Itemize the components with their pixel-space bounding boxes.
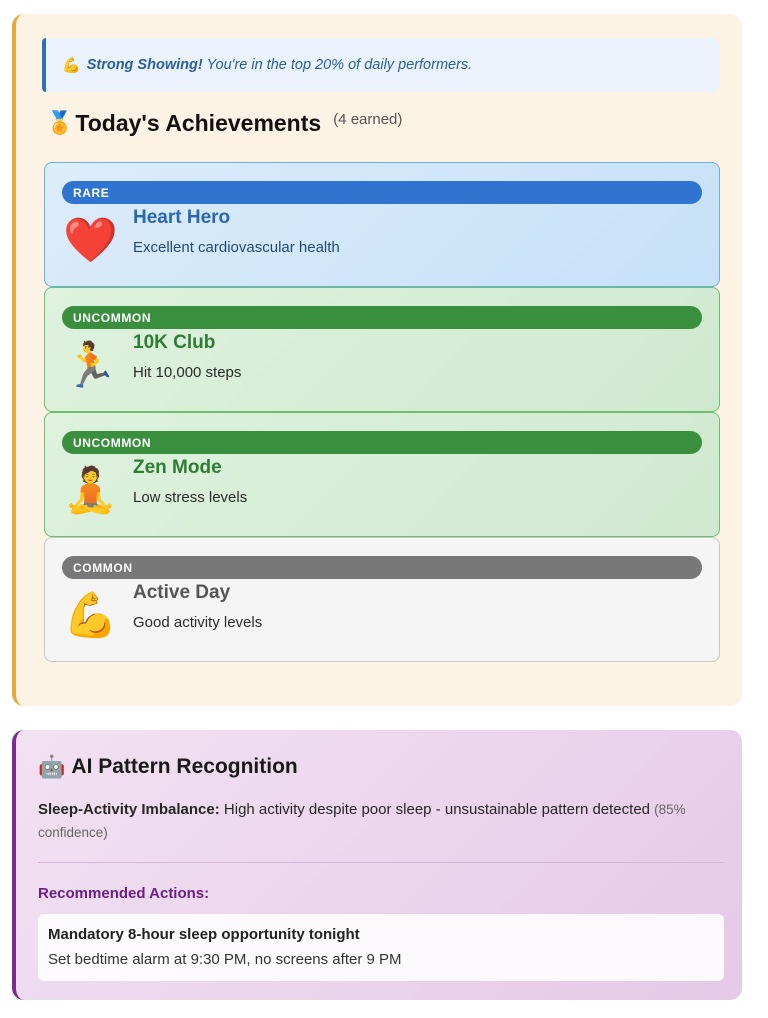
achievement-description: Good activity levels — [133, 614, 263, 631]
ai-header — [38, 754, 298, 780]
achievements-count: (4 earned) — [333, 110, 403, 128]
rarity-badge: RARE — [62, 181, 702, 204]
banner-text: You're in the top 20% of daily performers. — [206, 57, 473, 73]
flexed-biceps-icon: 💪 — [62, 57, 81, 74]
pattern-finding — [38, 798, 728, 844]
rarity-badge: UNCOMMON — [62, 431, 702, 454]
achievement-card-10k-club[interactable] — [44, 287, 720, 412]
finding-text: High activity despite poor sleep - unsustainable pattern detected — [223, 801, 650, 818]
recommendation-item[interactable] — [38, 914, 724, 981]
rarity-badge: COMMON — [62, 556, 702, 579]
achievement-description: Excellent cardiovascular health — [133, 239, 340, 256]
achievement-title: Zen Mode — [133, 457, 222, 478]
achievement-card-heart-hero[interactable] — [44, 162, 720, 287]
recommendation-description: Set bedtime alarm at 9:30 PM, no screens after 9 PM — [48, 951, 402, 968]
achievement-description: Hit 10,000 steps — [133, 364, 242, 381]
flexed-biceps-icon: 💪 — [63, 591, 118, 640]
medal-icon: 🏅 — [46, 110, 74, 135]
meditation-icon: 🧘 — [63, 466, 118, 515]
banner-headline: Strong Showing! — [86, 57, 203, 73]
heart-icon: ❤️ — [63, 216, 118, 265]
recommended-actions-label: Recommended Actions: — [38, 885, 210, 902]
achievement-title: 10K Club — [133, 332, 216, 353]
rarity-badge: UNCOMMON — [62, 306, 702, 329]
finding-label: Sleep-Activity Imbalance: — [38, 801, 220, 818]
performance-banner — [42, 38, 720, 92]
robot-icon: 🤖 — [38, 754, 66, 779]
achievements-header — [46, 106, 402, 140]
runner-icon: 🏃 — [63, 341, 118, 390]
achievement-card-active-day[interactable] — [44, 537, 720, 662]
achievement-description: Low stress levels — [133, 489, 248, 506]
divider — [38, 862, 724, 863]
achievement-title: Heart Hero — [133, 207, 231, 228]
recommendation-title: Mandatory 8-hour sleep opportunity tonight — [48, 926, 360, 943]
achievements-panel — [12, 14, 742, 706]
achievement-title: Active Day — [133, 582, 231, 603]
achievements-title: Today's Achievements — [75, 109, 322, 136]
achievement-card-zen-mode[interactable] — [44, 412, 720, 537]
ai-pattern-panel — [12, 730, 742, 1000]
confidence-value: (85% confidence) — [38, 802, 686, 840]
ai-title: AI Pattern Recognition — [71, 755, 298, 778]
